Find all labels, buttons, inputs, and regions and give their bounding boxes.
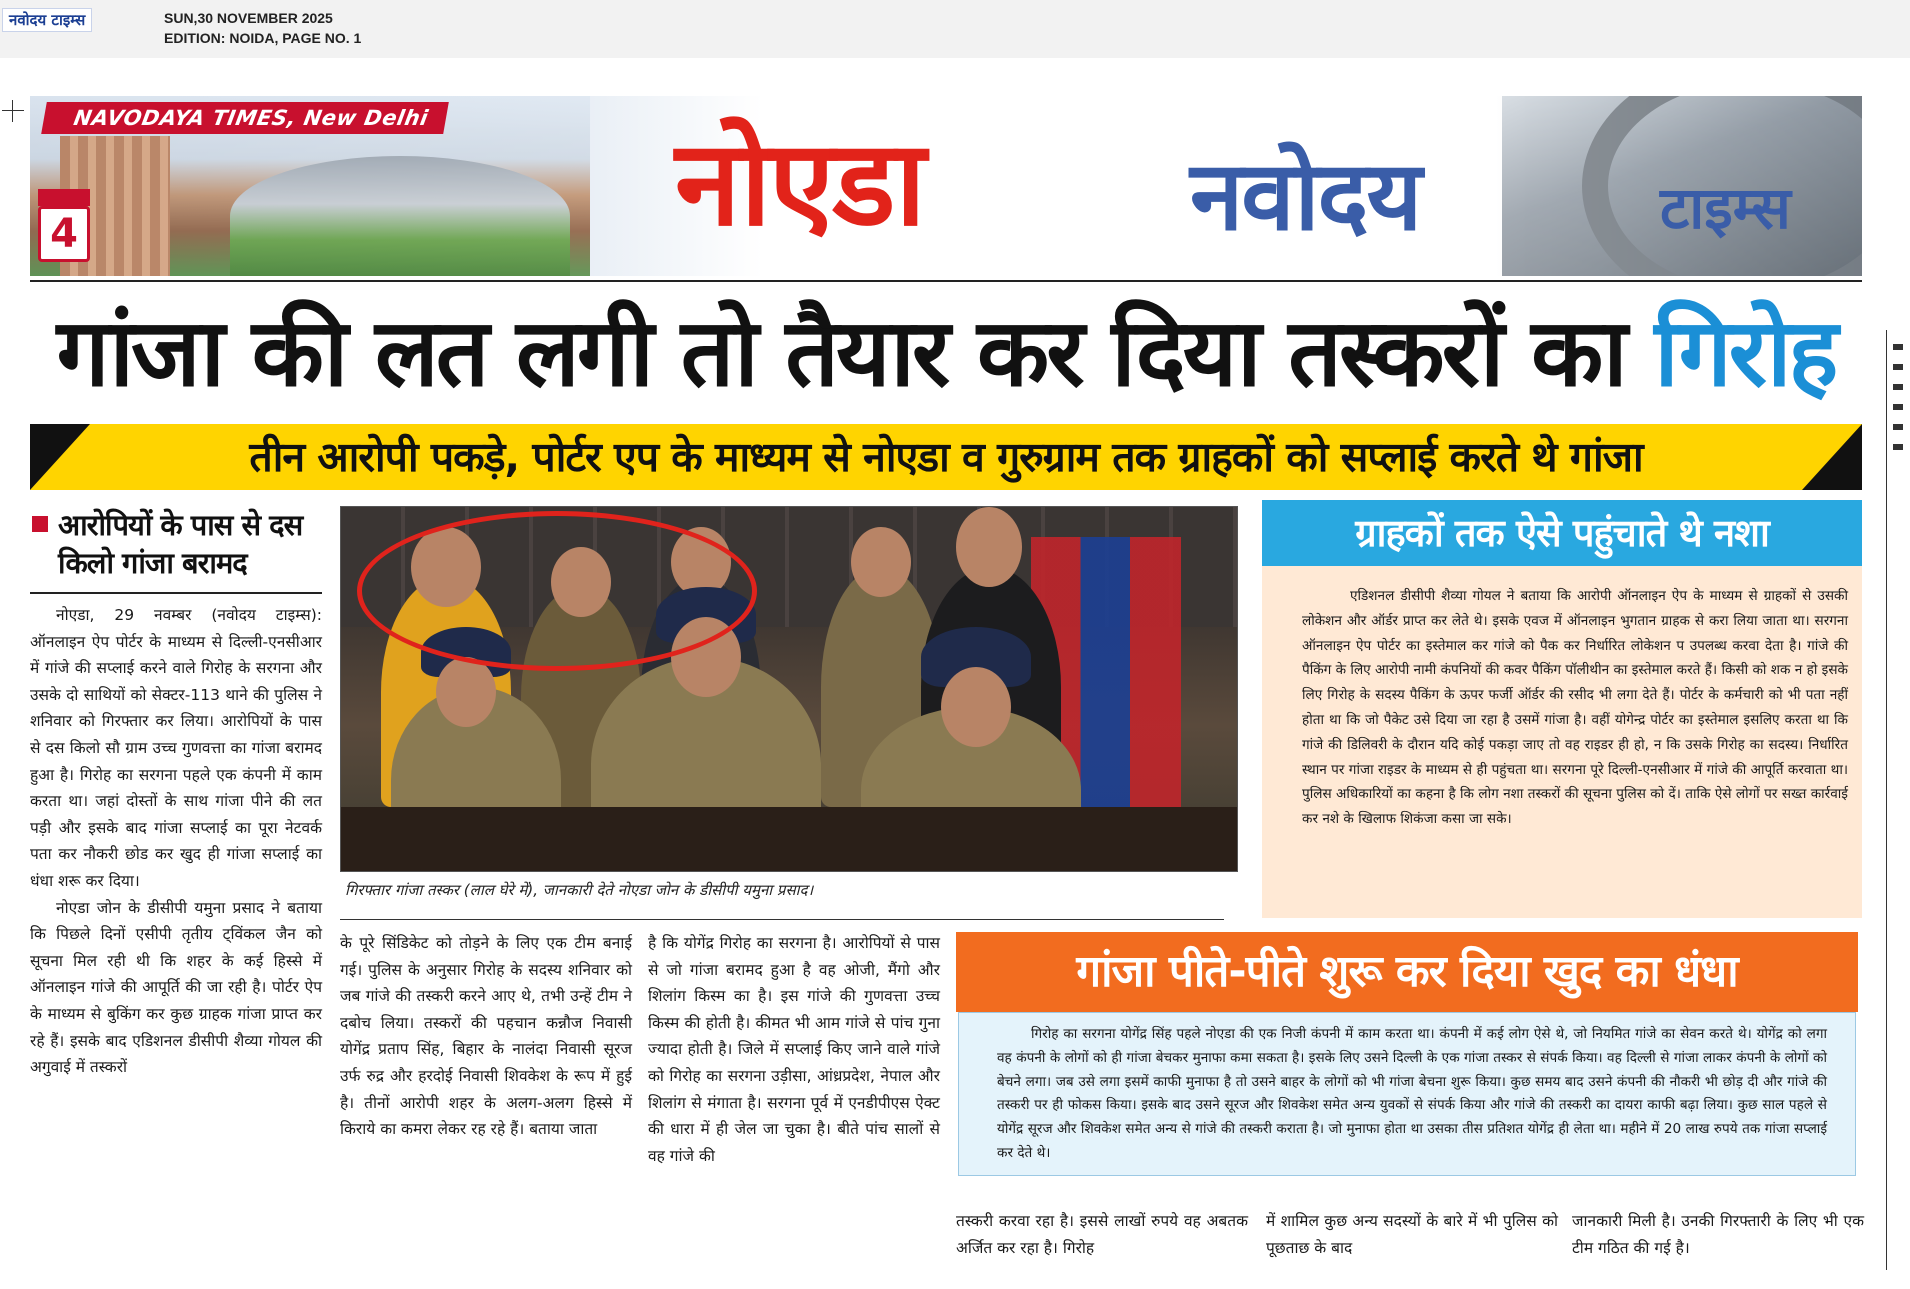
viewer-top-bar xyxy=(0,0,1910,58)
article-body-bottom-3 xyxy=(1572,1208,1864,1261)
article-body-middle-2 xyxy=(648,930,940,1169)
person-head xyxy=(956,507,1022,587)
left-column xyxy=(30,506,322,1081)
box-title: ग्राहकों तक ऐसे पहुंचाते थे नशा xyxy=(1355,511,1769,555)
box-body xyxy=(997,1023,1827,1166)
subheadline-band xyxy=(30,424,1862,490)
masthead-title-times: टाइम्स xyxy=(1660,174,1791,242)
person-head xyxy=(941,667,1011,747)
red-circle-highlight xyxy=(357,511,757,671)
article-paragraph: तस्करी करवा रहा है। इससे लाखों रुपये वह अबतक अर्जित कर रहा है। गिरोह xyxy=(956,1212,1248,1257)
box-paragraph: एडिशनल डीसीपी शैव्या गोयल ने बताया कि आरोपी ऑनलाइन ऐप के माध्यम से ग्राहकों से उसकी लोकेशन और ऑर्डर प्राप्त कर लेते थे। इसके एवज में ऑनलाइन भुगतान ग्राहक से करा लिया जाता था। सरगना ऑनलाइन ऐप पोर्टर का इस्तेमाल कर गांजे को पैक कर निर्धारित लोकेशन प उपलब्ध करवा देता है। गांजे की पैकिंग के लिए आरोपी नामी कंपनियों की कवर पैकिंग पॉलीथीन का इस्तेमाल करते हैं। किसी को शक न हो इसके लिए गिरोह के सदस्य पैकिंग के ऊपर फर्जी ऑर्डर की रसीद भी लगा देते हैं। पोर्टर के कर्मचारी को भी पता नहीं होता था कि जो पैकेट उसे दिया जा रहा है उसमें गांजा है। वहीं योगेन्द्र पोर्टर का इस्तेमाल इसलिए करता था कि गांजे की डिलिवरी के दौरान यदि कोई पकड़ा जाए तो वह राइडर ही हो, न कि उसके गिरोह का सदस्य। निर्धारित स्थान पर गांजा राइडर के माध्यम से ही पहुंचता था। सरगना पूरे दिल्ली-एनसीआर में गांजे की आपूर्ति करवाता था। पुलिस अधिकारियों का कहना है कि लोग नशा तस्करों की सूचना पुलिस को दें। ताकि ऐसे लोगों पर सख्त कार्रवाई कर नशे के खिलाफ शिकंजा कसा जा सके। xyxy=(1302,588,1848,828)
article-paragraph: है कि योगेंद्र गिरोह का सरगना है। आरोपियों से पास से जो गांजा बरामद हुआ है वह ओजी, मैंगो और शिलांग किस्म का है। इस गांजे की गुणवत्ता उच्च किस्म की होती है। कीमत भी आम गांजे से पांच गुना ज्यादा होती है। जिले में सप्लाई किए जाने वाले गांजे को गिरोह का सरगना उड़ीसा, आंध्रप्रदेश, नेपाल और शिलांग से मंगाता है। सरगना पूर्व में एनडीपीएस ऐक्ट की धारा में ही जेल जा चुका है। बीते पांच सालों से वह गांजे की xyxy=(648,934,940,1165)
masthead-label: NAVODAYA TIMES, New Delhi xyxy=(41,102,449,134)
person-head xyxy=(436,657,496,727)
article-paragraph: नोएडा, 29 नवम्बर (नवोदय टाइम्स): ऑनलाइन ऐप पोर्टर के माध्यम से दिल्ली-एनसीआर में गांजे की सप्लाई करने वाले गिरोह के सरगना और उसके दो साथियों को सेक्टर-113 थाने की पुलिस ने शनिवार को गिरफ्तार कर लिया। आरोपियों के पास से दस किलो सौ ग्राम उच्च गुणवत्ता का गांजा बरामद हुआ है। गिरोह का सरगना पहले एक कंपनी में काम करता था। जहां दोस्तों के साथ गांजा पीने की लत पड़ी और इसके बाद गांजा सप्लाई का पूरा नेटवर्क पता कर नौकरी छोड कर खुद ही गांजा सप्लाई का धंधा शरू कर दिया। xyxy=(30,606,322,890)
text-fragment-mark xyxy=(1893,404,1903,410)
text-fragment-mark xyxy=(1893,364,1903,370)
article-body-bottom-2 xyxy=(1266,1208,1558,1261)
box-paragraph: गिरोह का सरगना योगेंद्र सिंह पहले नोएडा की एक निजी कंपनी में काम करता था। कंपनी में कई लोग ऐसे थे, जो नियमित गांजे का सेवन करते थे। योगेंद्र को लगा वह कंपनी के लोगों को ही गांजा बेचकर मुनाफा कमा सकता है। इसके लिए उसने दिल्ली के एक गांजा तस्कर से संपर्क किया। वह दिल्ली से गांजा लाकर कंपनी के लोगों को बेचने लगा। जब उसे लगा इसमें काफी मुनाफा है तो उसने बाहर के लोगों को भी गांजा बेचना शुरू किया। कुछ समय बाद उसने कंपनी की नौकरी भी छोड़ दी और गांजे की तस्करी पर ही फोकस किया। इसके बाद उसने सूरज और शिवकेश समेत अन्य युवकों से संपर्क किया और गांजे की तस्करी का दायरा काफी बढ़ा लिया। कुछ साल पहले से योगेंद्र सूरज और शिवकेश समेत अन्य से गांजे की तस्करी कराता है। जो मुनाफा होता था उसका तीस प्रतिशत योगेंद्र ही लेता था। महीने में 20 लाख रुपये तक गांजा सप्लाई कर देते थे। xyxy=(997,1026,1827,1161)
person-head xyxy=(851,527,911,597)
page-number-badge: 4 xyxy=(38,206,90,262)
article-paragraph: जानकारी मिली है। उनकी गिरफ्तारी के लिए भी एक टीम गठित की गई है। xyxy=(1572,1212,1864,1257)
section-kicker: आरोपियों के पास से दस किलो गांजा बरामद xyxy=(30,506,322,582)
text-fragment-mark xyxy=(1893,344,1903,350)
masthead-divider xyxy=(30,280,1862,282)
box-title-bar xyxy=(956,932,1858,1012)
edition-info xyxy=(164,8,361,48)
kicker-divider xyxy=(30,592,322,594)
crosshair-cursor-icon xyxy=(2,100,24,122)
caption-divider xyxy=(340,919,1224,920)
headline-highlight: गिरोह xyxy=(1654,299,1836,408)
box-body xyxy=(1302,584,1848,832)
photo-caption: गिरफ्तार गांजा तस्कर (लाल घेरे में), जानकारी देते नोएडा जोन के डीसीपी यमुना प्रसाद। xyxy=(345,881,814,899)
sidebar-box-business xyxy=(956,932,1858,1202)
headline-text: गांजा की लत लगी तो तैयार कर दिया तस्करों का xyxy=(56,299,1625,408)
main-headline xyxy=(30,290,1862,420)
masthead-title xyxy=(630,96,1791,276)
edition-page: EDITION: NOIDA, PAGE NO. 1 xyxy=(164,30,362,46)
article-paragraph: में शामिल कुछ अन्य सदस्यों के बारे में भी पुलिस को पूछताछ के बाद xyxy=(1266,1212,1558,1257)
sidebar-box-delivery xyxy=(1262,500,1862,918)
masthead-title-noida: नोएडा xyxy=(675,114,924,252)
box-body-panel xyxy=(958,1012,1856,1176)
text-fragment-mark xyxy=(1893,424,1903,430)
subheadline-text: तीन आरोपी पकड़े, पोर्टर एप के माध्यम से नोएडा व गुरुग्राम तक ग्राहकों को सप्लाई करते थे गांजा xyxy=(249,433,1643,481)
article-body-middle-1 xyxy=(340,930,632,1143)
article-paragraph: के पूरे सिंडिकेट को तोड़ने के लिए एक टीम बनाई गई। पुलिस के अनुसार गिरोह के सदस्य शनिवार को जब गांजे की तस्करी करने आए थे, तभी उन्हें टीम ने दबोच लिया। तस्करों की पहचान कन्नौज निवासी योगेंद्र प्रताप सिंह, बिहार के नालंदा निवासी सूरज उर्फ रुद्र और हरदोई निवासी शिवकेश के रूप में हुई है। तीनों आरोपी शहर के अलग-अलग हिस्से में किराये का कमरा लेकर रह रहे हैं। बताया जाता xyxy=(340,934,632,1139)
article-paragraph: नोएडा जोन के डीसीपी यमुना प्रसाद ने बताया कि पिछले दिनों एसीपी तृतीय ट्विंकल जैन को सूचना मिल रही थी कि शहर के कई हिस्से में ऑनलाइन गांजे की आपूर्ति की जा रही है। पोर्टर ऐप के माध्यम से बुकिंग कर कुछ ग्राहक गांजा प्राप्त कर रहे हैं। इसके बाद एडिशनल डीसीपी शैव्या गोयल की अगुवाई में तस्करों xyxy=(30,898,322,1077)
adjacent-page-edge xyxy=(1886,330,1910,1270)
publication-logo[interactable]: नवोदय टाइम्स xyxy=(2,8,92,32)
edition-date: SUN,30 NOVEMBER 2025 xyxy=(164,10,333,26)
stadium-image xyxy=(230,156,570,276)
desk-image xyxy=(341,807,1238,872)
text-fragment-mark xyxy=(1893,384,1903,390)
news-photo[interactable] xyxy=(340,506,1238,872)
box-title-bar xyxy=(1262,500,1862,566)
article-body-bottom-1 xyxy=(956,1208,1248,1261)
masthead xyxy=(30,96,1862,276)
box-title: गांजा पीते-पीते शुरू कर दिया खुद का धंधा xyxy=(1076,946,1738,997)
text-fragment-mark xyxy=(1893,444,1903,450)
article-body-left xyxy=(30,602,322,1081)
masthead-title-navodaya: नवोदय xyxy=(1190,140,1421,252)
